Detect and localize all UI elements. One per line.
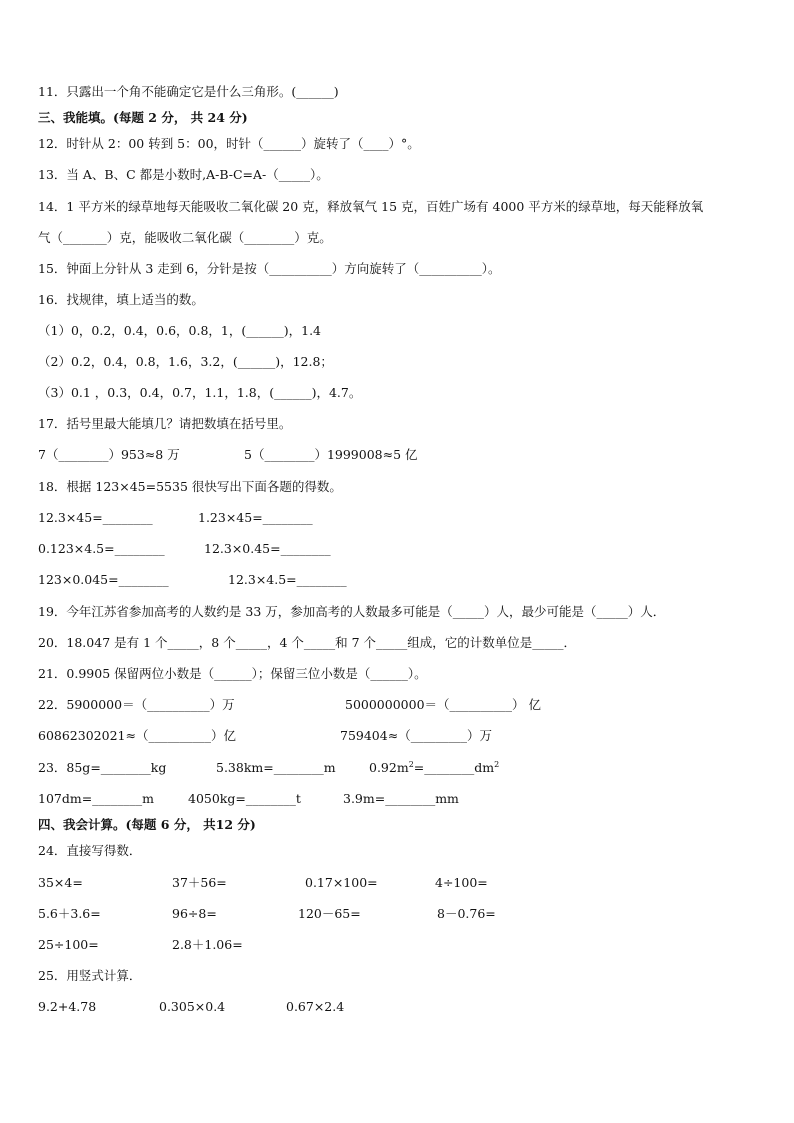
question-18-r3-b: 12.3×4.5=________ (228, 572, 347, 587)
question-18-r2-a: 0.123×4.5=________ (38, 541, 165, 556)
calc-24-2-3: 120－65= (298, 906, 361, 921)
question-24: 24．直接写得数． (38, 843, 142, 858)
section-4-heading: 四、我会计算。(每题 6 分， 共12 分) (38, 817, 256, 832)
q23-c-sup: 2 (408, 759, 414, 769)
question-21: 21．0.9905 保留两位小数是（______）；保留三位小数是（______）。 (38, 666, 427, 681)
vertical-calc-3: 0.67×2.4 (286, 999, 345, 1014)
calc-24-2-1: 5.6＋3.6= (38, 906, 101, 921)
question-22-r1-a: 22．5900000＝（__________）万 (38, 697, 235, 712)
section-3-heading: 三、我能填。(每题 2 分， 共 24 分) (38, 110, 248, 125)
question-16: 16．找规律，填上适当的数。 (38, 292, 204, 307)
question-14-line-1: 14．1 平方米的绿草地每天能吸收二氧化碳 20 克，释放氧气 15 克，百姓广场有 4000 平方米的绿草地，每天能释放氧 (38, 199, 704, 214)
vertical-calc-2: 0.305×0.4 (159, 999, 226, 1014)
question-23-r2-b: 4050kg=________t (188, 791, 301, 806)
calc-24-1-3: 0.17×100= (305, 875, 378, 890)
question-11: 11．只露出一个角不能确定它是什么三角形。(______) (38, 84, 339, 99)
question-20: 20．18.047 是有 1 个_____，8 个_____，4 个_____和 7 个_____组成，它的计数单位是_____． (38, 635, 577, 650)
calc-24-2-2: 96÷8= (172, 906, 217, 921)
question-23-r1-b: 5.38km=________m (216, 760, 336, 775)
question-13: 13．当 A、B、C 都是小数时,A-B-C=A-（_____）。 (38, 167, 329, 182)
question-18-r1-a: 12.3×45=________ (38, 510, 153, 525)
question-25: 25．用竖式计算． (38, 968, 142, 983)
question-22-r2-b: 759404≈（_________）万 (340, 728, 492, 743)
calc-24-1-1: 35×4= (38, 875, 83, 890)
question-16-1: （1）0，0.2，0.4，0.6，0.8，1，(______)，1.4 (38, 323, 322, 338)
question-17-a: 7（________）953≈8 万 (38, 447, 180, 462)
question-18: 18．根据 123×45=5535 很快写出下面各题的得数。 (38, 479, 342, 494)
question-14-line-2: 气（_______）克，能吸收二氧化碳（________）克。 (38, 230, 332, 245)
calc-24-1-2: 37＋56= (172, 875, 227, 890)
calc-24-2-4: 8－0.76= (437, 906, 496, 921)
question-16-2: （2）0.2，0.4，0.8，1.6，3.2，(______)，12.8； (38, 354, 333, 369)
question-23-r2-c: 3.9m=________mm (343, 791, 459, 806)
question-12: 12．时针从 2：00 转到 5：00，时针（______）旋转了（____）°。 (38, 136, 420, 151)
question-18-r3-a: 123×0.045=________ (38, 572, 169, 587)
calc-24-3-1: 25÷100= (38, 937, 99, 952)
calc-24-3-2: 2.8＋1.06= (172, 937, 243, 952)
vertical-calc-1: 9.2+4.78 (38, 999, 97, 1014)
question-19: 19．今年江苏省参加高考的人数约是 33 万，参加高考的人数最多可能是（_____）人，最少可能是（_____）人． (38, 604, 666, 619)
question-22-r2-a: 60862302021≈（__________）亿 (38, 728, 236, 743)
question-23-r1-c (369, 760, 499, 776)
question-22-r1-b: 5000000000＝（__________） 亿 (345, 697, 542, 712)
question-18-r2-b: 12.3×0.45=________ (204, 541, 331, 556)
q23-c-sup2: 2 (494, 759, 500, 769)
question-17-b: 5（________）1999008≈5 亿 (244, 447, 418, 462)
calc-24-1-4: 4÷100= (435, 875, 488, 890)
question-16-3: （3）0.1 ，0.3，0.4，0.7，1.1，1.8，(______)，4.7。 (38, 385, 362, 400)
question-17: 17．括号里最大能填几？请把数填在括号里。 (38, 416, 292, 431)
q23-c-mid: =________dm (413, 760, 495, 775)
question-23-r2-a: 107dm=________m (38, 791, 155, 806)
q23-c-prefix: 0.92m (369, 760, 409, 775)
question-18-r1-b: 1.23×45=________ (198, 510, 313, 525)
question-15: 15．钟面上分针从 3 走到 6，分针是按（__________）方向旋转了（__________）。 (38, 261, 501, 276)
question-23-r1-a: 23．85g=________kg (38, 760, 167, 775)
